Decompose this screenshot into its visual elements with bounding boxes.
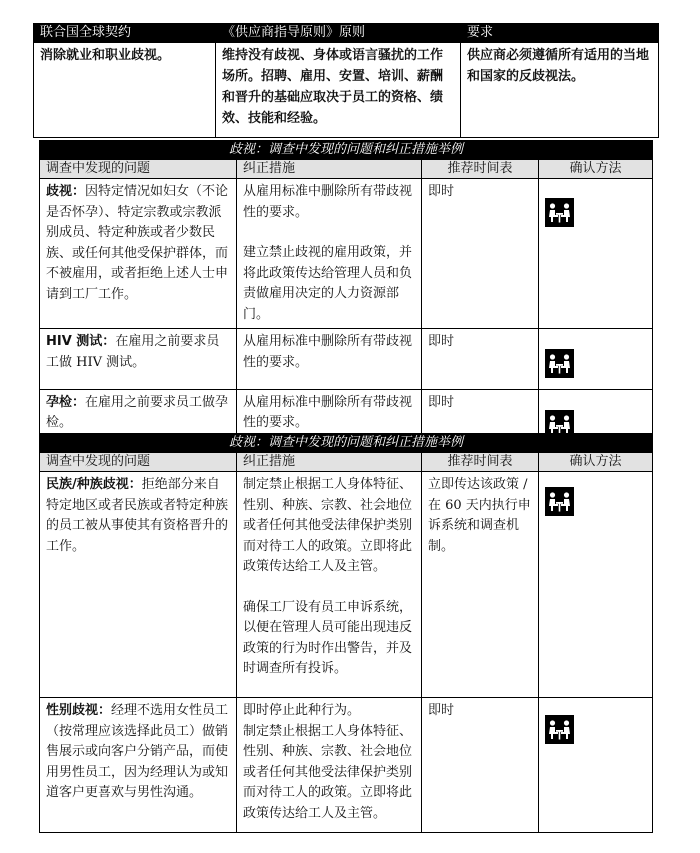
verification-cell [539, 179, 653, 329]
issue-label: HIV 测试： [46, 334, 116, 349]
issue-text: 拒绝部分来自特定地区或者民族或者特定种族的员工被从事使其有资格晋升的工作。 [46, 477, 229, 554]
principles-body-row [34, 43, 659, 138]
table-row [40, 472, 653, 698]
col-action: 纠正措施 [237, 160, 422, 179]
issue-label: 性别歧视： [46, 703, 112, 718]
col-issue: 调查中发现的问题 [40, 453, 237, 472]
timeline-cell: 即时 [422, 389, 539, 450]
action-text: 建立禁止歧视的雇用政策，并将此政策传达给管理人员和负责做雇用决定的人力资源部门。 [243, 245, 413, 322]
meeting-icon [545, 487, 574, 516]
column-header-row [40, 453, 653, 472]
timeline-cell: 即时 [422, 698, 539, 833]
timeline-cell: 即时 [422, 179, 539, 329]
un-principle-text: 消除就业和职业歧视。 [34, 43, 216, 138]
timeline-cell: 即时 [422, 329, 539, 390]
verification-cell [539, 472, 653, 698]
action-cell: 从雇用标准中删除所有带歧视性的要求。 [237, 329, 422, 390]
header-un-global-compact: 联合国全球契约 [34, 24, 216, 43]
verification-cell [539, 698, 653, 833]
section-title: 歧视：调查中发现的问题和纠正措施举例 [40, 141, 653, 160]
issue-cell [40, 698, 237, 833]
action-cell [237, 179, 422, 329]
meeting-icon [545, 349, 574, 378]
table-row [40, 329, 653, 390]
action-text: 制定禁止根据工人身体特征、性别、种族、宗教、社会地位或者任何其他受法律保护类别而对待工人的政策。立即将此政策传达给工人及主管。 [243, 477, 413, 574]
header-supplier-principle: 《供应商指导原则》原则 [216, 24, 461, 43]
col-timeline: 推荐时间表 [422, 453, 539, 472]
issue-cell [40, 179, 237, 329]
col-timeline: 推荐时间表 [422, 160, 539, 179]
verification-cell [539, 329, 653, 390]
section-title-row [40, 141, 653, 160]
principles-header-row [34, 24, 659, 43]
action-text: 制定禁止根据工人身体特征、性别、种族、宗教、社会地位或者任何其他受法律保护类别而对待工人的政策。立即将此政策传达给工人及主管。 [243, 723, 413, 821]
meeting-icon [545, 198, 574, 227]
section-title-row [40, 434, 653, 453]
action-cell [237, 472, 422, 698]
action-text: 即时停止此种行为。 [243, 703, 361, 718]
timeline-cell: 立即传达该政策 / 在 60 天内执行申诉系统和调查机制。 [422, 472, 539, 698]
principles-table [33, 23, 659, 138]
issue-text: 因特定情况如妇女（不论是否怀孕）、特定宗教或宗教派别成员、特定种族或者少数民族、或任何其他受保护群体，而不被雇用，或者拒绝上述人士申请到工厂工作。 [46, 184, 229, 302]
action-cell [237, 698, 422, 833]
table-row [40, 698, 653, 833]
requirement-text: 供应商必须遵循所有适用的当地和国家的反歧视法。 [461, 43, 659, 138]
action-text: 确保工厂设有员工申诉系统，以便在管理人员可能出现违反政策的行为时作出警告，并及时调查所有投诉。 [243, 599, 413, 676]
col-verification: 确认方法 [539, 453, 653, 472]
issue-label: 民族/种族歧视： [46, 477, 142, 492]
column-header-row [40, 160, 653, 179]
action-cell: 从雇用标准中删除所有带歧视性的要求。 [237, 389, 422, 450]
issue-text: 经理不选用女性员工（按常理应该选择此员工）做销售展示或向客户分销产品，而使用男性员工，因为经理认为或知道客户更喜欢与男性沟通。 [46, 703, 229, 800]
issue-label: 歧视： [46, 184, 86, 199]
meeting-icon [545, 715, 574, 744]
discrimination-table-2 [39, 433, 653, 833]
action-text: 从雇用标准中删除所有带歧视性的要求。 [243, 184, 413, 220]
table-row [40, 179, 653, 329]
col-issue: 调查中发现的问题 [40, 160, 237, 179]
discrimination-table-1 [39, 140, 653, 450]
issue-text: 在雇用之前要求员工做孕检。 [46, 394, 229, 430]
header-requirement: 要求 [461, 24, 659, 43]
supplier-principle-text: 维持没有歧视、身体或语言骚扰的工作场所。招聘、雇用、安置、培训、薪酬和晋升的基础应取决于员工的资格、绩效、技能和经验。 [216, 43, 461, 138]
col-verification: 确认方法 [539, 160, 653, 179]
issue-cell [40, 472, 237, 698]
issue-label: 孕检： [46, 394, 86, 410]
issue-cell [40, 329, 237, 390]
section-title: 歧视：调查中发现的问题和纠正措施举例 [40, 434, 653, 453]
issue-text: 在雇用之前要求员工做 HIV 测试。 [46, 334, 220, 370]
col-action: 纠正措施 [237, 453, 422, 472]
